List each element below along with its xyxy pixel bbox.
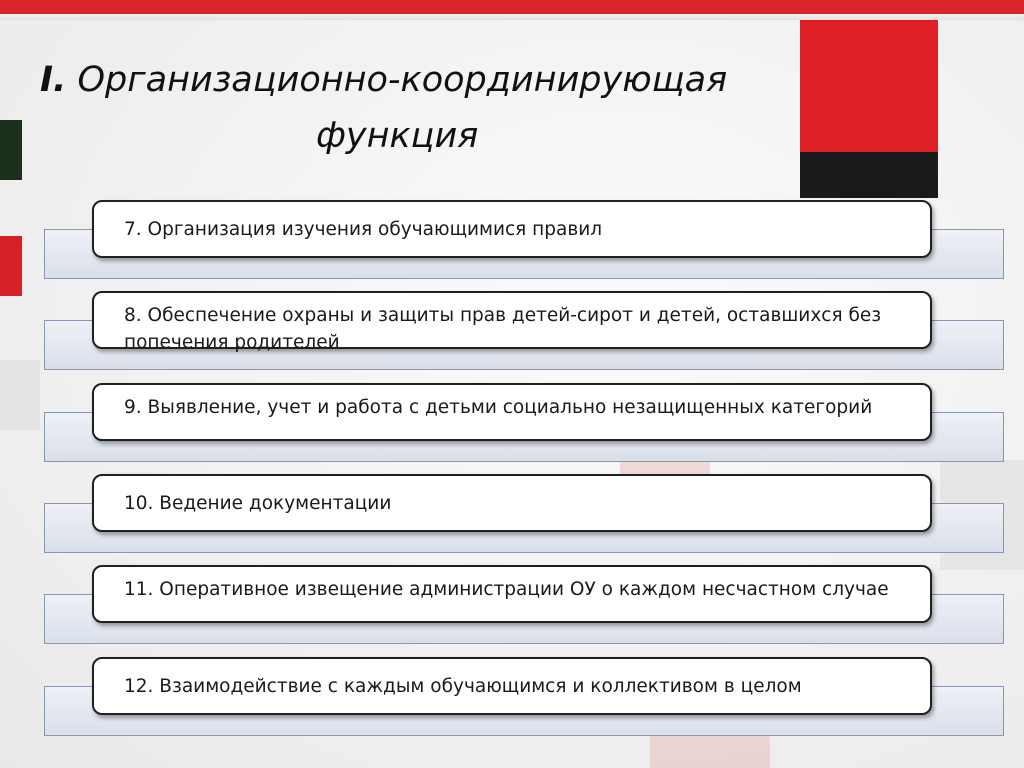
function-text: 9. Выявление, учет и работа с детьми социально незащищенных категорий — [124, 397, 873, 418]
function-box — [92, 565, 932, 623]
top-red-bar — [0, 0, 1024, 14]
title-line-2: функция — [316, 116, 479, 156]
function-box — [92, 474, 932, 532]
decor-dark-green-strip — [0, 120, 22, 180]
decor-faint-block — [0, 360, 40, 430]
title-number: I. — [40, 60, 67, 100]
function-box — [92, 200, 932, 258]
function-box — [92, 383, 932, 441]
decor-red-strip — [0, 236, 22, 296]
decor-red-block — [800, 20, 938, 152]
title-line-1: Организационно-координирующая — [77, 60, 728, 100]
decor-black-block — [800, 152, 938, 198]
function-text: 12. Взаимодействие с каждым обучающимся и коллективом в целом — [124, 676, 802, 697]
function-text: 8. Обеспечение охраны и защиты прав детей-сирот и детей, оставшихся без попечения родителей — [124, 305, 882, 353]
function-text: 10. Ведение документации — [124, 493, 392, 514]
slide-title — [40, 52, 780, 164]
function-box — [92, 291, 932, 353]
function-box — [92, 657, 932, 715]
function-text: 7. Организация изучения обучающимися правил — [124, 219, 603, 240]
function-text: 11. Оперативное извещение администрации ОУ о каждом несчастном случае — [124, 579, 889, 600]
